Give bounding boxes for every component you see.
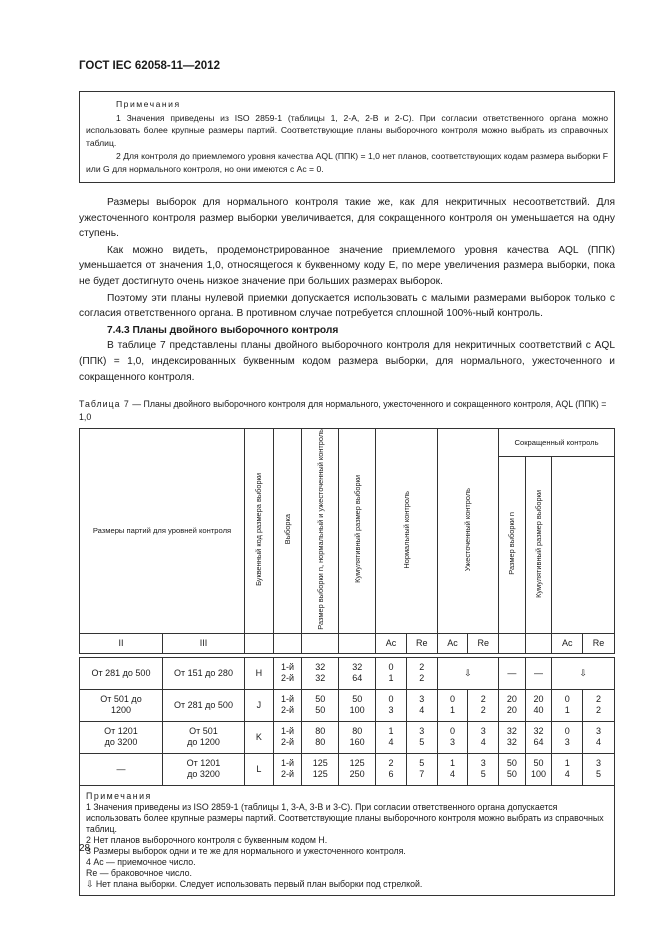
cell-lot-iii: От 501 до 1200 — [163, 721, 245, 753]
cell-lot-ii: От 1201 до 3200 — [80, 721, 163, 753]
cell-lot-iii: От 1201 до 3200 — [163, 753, 245, 785]
notes-box — [79, 91, 615, 183]
cell-reduced-cum: 32 64 — [525, 721, 552, 753]
cell-code: H — [244, 657, 273, 689]
cell-normal-ac: 1 4 — [376, 721, 407, 753]
cell-cum: 32 64 — [339, 657, 376, 689]
header-level-ii: II — [80, 633, 163, 653]
table-row — [80, 721, 615, 753]
cell-code: L — [244, 753, 273, 785]
cell-reduced-cum: — — [525, 657, 552, 689]
cell-normal-ac: 2 6 — [376, 753, 407, 785]
sampling-plans-table — [79, 428, 615, 896]
table-row — [80, 689, 615, 721]
cell-normal-re: 3 5 — [406, 721, 437, 753]
cell-lot-iii: От 281 до 500 — [163, 689, 245, 721]
cell-lot-ii: — — [80, 753, 163, 785]
cell-cum: 50 100 — [339, 689, 376, 721]
cell-n: 80 80 — [302, 721, 339, 753]
cell-reduced-n: 50 50 — [499, 753, 526, 785]
header-normal: Нормальный контроль — [376, 429, 437, 634]
table-note-4: 4 Ас — приемочное число. — [86, 856, 196, 867]
paragraph-4: В таблице 7 представлены планы двойного выборочного контроля для некритичных соответствий с AQL (ППК) = 1,0, индексированных буквенным кодом размера выборки, для нормального, ужесточенного и сокращенного контроля. — [79, 340, 615, 383]
cell-tightened-ac: 0 3 — [437, 721, 468, 753]
header-reduced-size: Размер выборки n — [499, 457, 526, 633]
cell-sample: 1-й 2-й — [273, 657, 302, 689]
cell-tightened-re: 3 5 — [468, 753, 499, 785]
cell-reduced-re: 2 2 — [583, 689, 615, 721]
cell-code: K — [244, 721, 273, 753]
table-row — [80, 753, 615, 785]
header-tightened: Ужесточенный контроль — [437, 429, 498, 634]
note-2: 2 Для контроля до приемлемого уровня качества AQL (ППК) = 1,0 нет планов, соответствующих кодам размера выборки F или G для нормального контроля, но они имеются с Ас = 0. — [86, 151, 608, 174]
cell-reduced-ac: 0 3 — [552, 721, 583, 753]
header-ac: Ac — [376, 633, 407, 653]
header-ac: Ac — [552, 633, 583, 653]
table-note-3: 3 Размеры выборок одни и те же для нормального и ужесточенного контроля. — [86, 845, 406, 856]
header-sample: Выборка — [273, 429, 302, 634]
header-ac: Ac — [437, 633, 468, 653]
body-text — [79, 195, 615, 386]
cell-sample: 1-й 2-й — [273, 753, 302, 785]
notes-title: Примечания — [116, 99, 181, 109]
header-re: Re — [406, 633, 437, 653]
cell-reduced-re: 3 4 — [583, 721, 615, 753]
table-note-5: Re — браковочное число. — [86, 867, 193, 878]
cell-reduced-n: 32 32 — [499, 721, 526, 753]
cell-reduced-arrow: ⇩ — [552, 657, 615, 689]
cell-tightened-arrow: ⇩ — [437, 657, 498, 689]
cell-tightened-re: 2 2 — [468, 689, 499, 721]
header-re: Re — [468, 633, 499, 653]
cell-reduced-n: — — [499, 657, 526, 689]
cell-code: J — [244, 689, 273, 721]
cell-n: 125 125 — [302, 753, 339, 785]
header-re: Re — [583, 633, 615, 653]
cell-reduced-ac: 0 1 — [552, 689, 583, 721]
paragraph-1: Размеры выборок для нормального контроля такие же, как для некритичных несоответствий. Для ужесточенного контроля размер выборки увеличивается, для сокращенного контроля он уменьшается на одну ступень. — [79, 197, 615, 240]
table-notes-title: Примечания — [86, 790, 152, 801]
header-level-iii: III — [163, 633, 245, 653]
cell-lot-ii: От 501 до 1200 — [80, 689, 163, 721]
cell-lot-ii: От 281 до 500 — [80, 657, 163, 689]
cell-reduced-cum: 50 100 — [525, 753, 552, 785]
cell-normal-re: 3 4 — [406, 689, 437, 721]
cell-tightened-ac: 0 1 — [437, 689, 468, 721]
cell-normal-ac: 0 3 — [376, 689, 407, 721]
cell-sample: 1-й 2-й — [273, 689, 302, 721]
cell-reduced-ac: 1 4 — [552, 753, 583, 785]
cell-reduced-re: 3 5 — [583, 753, 615, 785]
table-caption-text: — Планы двойного выборочного контроля для нормального, ужесточенного и сокращенного контроля, AQL (ППК) = 1,0 — [79, 399, 607, 422]
table-label: Таблица 7 — [79, 399, 130, 409]
cell-normal-re: 2 2 — [406, 657, 437, 689]
table-caption — [79, 398, 615, 423]
cell-reduced-cum: 20 40 — [525, 689, 552, 721]
paragraph-3: Поэтому эти планы нулевой приемки допускается использовать с малыми размерами выборок только с согласия ответственного органа. В противном случае потребуется сплошной 100%-ный контроль. — [79, 292, 615, 320]
header-cumulative: Кумулятивный размер выборки — [339, 429, 376, 634]
cell-tightened-re: 3 4 — [468, 721, 499, 753]
header-lot-sizes: Размеры партий для уровней контроля — [80, 429, 245, 634]
section-heading: 7.4.3 Планы двойного выборочного контроля — [107, 324, 339, 336]
cell-sample: 1-й 2-й — [273, 721, 302, 753]
document-header: ГОСТ IEC 62058-11—2012 — [79, 60, 220, 72]
header-reduced-blank — [552, 457, 615, 633]
header-reduced-cumulative: Кумулятивный размер выборки — [525, 457, 552, 633]
cell-cum: 125 250 — [339, 753, 376, 785]
table-row — [80, 657, 615, 689]
table-note-1: 1 Значения приведены из ISO 2859-1 (таблицы 1, 3-А, 3-В и 3-С). При согласии ответственного органа допускается использовать более крупные размеры партий. Соответствующие планы выборочного контроля можно выбрать из справочных таблиц. — [86, 801, 604, 834]
header-sample-size: Размер выборки n, нормальный и ужесточенный контроль — [302, 429, 339, 634]
note-1: 1 Значения приведены из ISO 2859-1 (таблицы 1, 2-А, 2-В и 2-С). При согласии ответственного органа можно использовать более крупные размеры партий. Соответствующие планы выборочного контроля можно выбрать из справочных таблиц. — [86, 112, 608, 148]
cell-reduced-n: 20 20 — [499, 689, 526, 721]
cell-n: 50 50 — [302, 689, 339, 721]
table-note-6: ⇩ Нет плана выборки. Следует использовать первый план выборки под стрелкой. — [86, 878, 423, 889]
header-letter-code: Буквенный код размера выборки — [244, 429, 273, 634]
paragraph-2: Как можно видеть, продемонстрированное значение приемлемого уровня качества AQL (ППК) уменьшается от значения 1,0, относящегося к буквенному коду Е, по мере увеличения размера выборки, пока не будет достигнуто очень низкое значение при больших размерах выборок. — [79, 244, 615, 287]
header-reduced: Сокращенный контроль — [499, 429, 615, 457]
cell-normal-ac: 0 1 — [376, 657, 407, 689]
table-note-2: 2 Нет планов выборочного контроля с буквенным кодом Н. — [86, 834, 328, 845]
cell-cum: 80 160 — [339, 721, 376, 753]
cell-n: 32 32 — [302, 657, 339, 689]
cell-lot-iii: От 151 до 280 — [163, 657, 245, 689]
table-notes — [80, 785, 615, 895]
cell-tightened-ac: 1 4 — [437, 753, 468, 785]
cell-normal-re: 5 7 — [406, 753, 437, 785]
page-number: 28 — [79, 843, 91, 854]
